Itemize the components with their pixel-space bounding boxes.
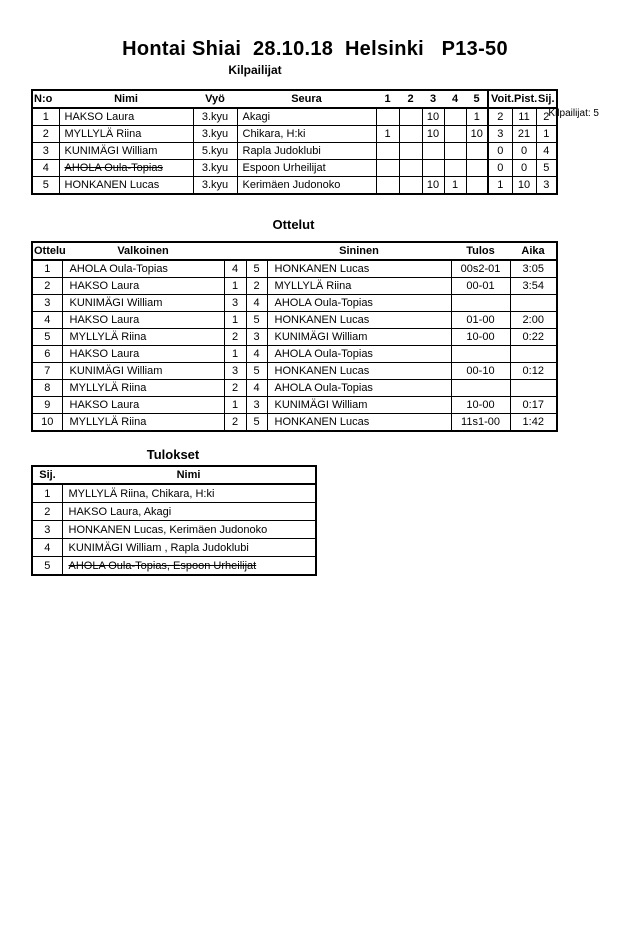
cell: 2:00 — [510, 312, 557, 329]
cell: 1 — [536, 126, 557, 143]
cell: 1:42 — [510, 414, 557, 432]
cell: KUNIMÄGI William — [62, 363, 224, 380]
cell: MYLLYLÄ Riina — [62, 380, 224, 397]
table-row — [32, 484, 316, 503]
cell: 4 — [224, 260, 246, 278]
kilpailijat-header-row — [32, 90, 557, 108]
cell: KUNIMÄGI William — [62, 295, 224, 312]
cell: 2 — [224, 414, 246, 432]
cell: 11s1-00 — [451, 414, 510, 432]
column-header: Valkoinen — [62, 242, 224, 260]
cell: 0 — [488, 143, 512, 160]
cell: 1 — [32, 484, 62, 503]
cell: Kerimäen Judonoko — [237, 177, 376, 195]
column-header: Aika — [510, 242, 557, 260]
cell: Akagi — [237, 108, 376, 126]
cell: 3 — [536, 177, 557, 195]
table-row — [32, 363, 557, 380]
cell: 0 — [512, 143, 536, 160]
table-row — [32, 108, 557, 126]
cell: 3 — [488, 126, 512, 143]
column-header — [224, 242, 246, 260]
cell: 9 — [32, 397, 62, 414]
table-row — [32, 143, 557, 160]
cell: 21 — [512, 126, 536, 143]
cell — [451, 295, 510, 312]
cell — [399, 177, 422, 195]
cell: 1 — [466, 108, 488, 126]
cell — [422, 160, 444, 177]
cell: 3 — [32, 143, 59, 160]
cell: 1 — [444, 177, 466, 195]
ottelut-section-heading: Ottelut — [272, 217, 315, 232]
cell: KUNIMÄGI William — [267, 397, 451, 414]
table-row — [32, 539, 316, 557]
column-header: 3 — [422, 90, 444, 108]
column-header: 5 — [466, 90, 488, 108]
table-row — [32, 329, 557, 346]
table-row — [32, 312, 557, 329]
cell: 00-01 — [451, 278, 510, 295]
cell: 11 — [512, 108, 536, 126]
table-row — [32, 557, 316, 576]
table-row — [32, 346, 557, 363]
cell: 1 — [488, 177, 512, 195]
cell: 4 — [536, 143, 557, 160]
cell — [399, 126, 422, 143]
cell: 4 — [32, 312, 62, 329]
column-header: Sij. — [536, 90, 557, 108]
cell: AHOLA Oula-Topias — [62, 260, 224, 278]
cell: KUNIMÄGI William — [267, 329, 451, 346]
cell: 5 — [32, 329, 62, 346]
cell: 1 — [376, 126, 399, 143]
cell: 2 — [32, 503, 62, 521]
ottelut-table — [31, 241, 558, 432]
column-header: 2 — [399, 90, 422, 108]
cell: Rapla Judoklubi — [237, 143, 376, 160]
cell: 1 — [32, 108, 59, 126]
cell: 0 — [488, 160, 512, 177]
column-header: Voit. — [488, 90, 512, 108]
cell: 2 — [32, 278, 62, 295]
table-row — [32, 414, 557, 432]
cell — [466, 143, 488, 160]
cell: KUNIMÄGI William , Rapla Judoklubi — [62, 539, 316, 557]
cell: 1 — [224, 278, 246, 295]
cell: 6 — [32, 346, 62, 363]
ottelut-header-row — [32, 242, 557, 260]
column-header: Ottelu — [32, 242, 62, 260]
table-row — [32, 397, 557, 414]
cell: 10 — [422, 126, 444, 143]
cell: 0:22 — [510, 329, 557, 346]
cell: HAKSO Laura — [59, 108, 193, 126]
cell: 4 — [32, 160, 59, 177]
cell: 5 — [246, 312, 267, 329]
column-header: Vyö — [193, 90, 237, 108]
cell: 00s2-01 — [451, 260, 510, 278]
competitor-count-label: Kilpailijat: 5 — [548, 108, 599, 119]
cell: AHOLA Oula-Topias — [267, 380, 451, 397]
column-header: Seura — [237, 90, 376, 108]
cell: MYLLYLÄ Riina — [62, 329, 224, 346]
cell: 3 — [224, 363, 246, 380]
cell: 0:17 — [510, 397, 557, 414]
cell: 1 — [224, 397, 246, 414]
cell: HONKANEN Lucas — [59, 177, 193, 195]
cell: 4 — [246, 346, 267, 363]
tulokset-section-heading: Tulokset — [146, 447, 200, 462]
cell: MYLLYLÄ Riina — [62, 414, 224, 432]
cell — [399, 160, 422, 177]
cell: 2 — [536, 108, 557, 126]
cell: HAKSO Laura — [62, 346, 224, 363]
cell: 3 — [224, 295, 246, 312]
cell: 3.kyu — [193, 177, 237, 195]
column-header: Sij. — [32, 466, 62, 484]
cell: 10 — [422, 177, 444, 195]
cell: 3.kyu — [193, 108, 237, 126]
cell: 7 — [32, 363, 62, 380]
cell: 3.kyu — [193, 160, 237, 177]
cell — [376, 177, 399, 195]
cell: AHOLA Oula-Topias, Espoon Urheilijat — [62, 557, 316, 576]
column-header: 4 — [444, 90, 466, 108]
cell: 0:12 — [510, 363, 557, 380]
tulokset-header-row — [32, 466, 316, 484]
column-header — [246, 242, 267, 260]
cell: 01-00 — [451, 312, 510, 329]
cell: 5 — [246, 414, 267, 432]
cell: 10 — [32, 414, 62, 432]
table-row — [32, 295, 557, 312]
cell: 10 — [422, 108, 444, 126]
tulokset-table — [31, 465, 317, 576]
table-row — [32, 380, 557, 397]
cell: MYLLYLÄ Riina — [267, 278, 451, 295]
cell: 10-00 — [451, 329, 510, 346]
table-row — [32, 521, 316, 539]
cell: 5 — [536, 160, 557, 177]
cell — [510, 346, 557, 363]
cell — [444, 143, 466, 160]
cell — [376, 160, 399, 177]
cell: 10 — [512, 177, 536, 195]
column-header: Nimi — [59, 90, 193, 108]
cell: 3.kyu — [193, 126, 237, 143]
cell: AHOLA Oula-Topias — [59, 160, 193, 177]
cell: Espoon Urheilijat — [237, 160, 376, 177]
cell — [451, 380, 510, 397]
cell: KUNIMÄGI William — [59, 143, 193, 160]
cell: 2 — [224, 329, 246, 346]
column-header: Nimi — [62, 466, 316, 484]
cell: 2 — [488, 108, 512, 126]
page-title: Hontai Shiai 28.10.18 Helsinki P13-50 — [122, 38, 508, 60]
cell — [422, 143, 444, 160]
cell: 3:05 — [510, 260, 557, 278]
cell: 3 — [32, 521, 62, 539]
cell — [399, 143, 422, 160]
cell: HONKANEN Lucas — [267, 312, 451, 329]
cell: 1 — [32, 260, 62, 278]
cell: 0 — [512, 160, 536, 177]
cell — [399, 108, 422, 126]
cell: 2 — [246, 278, 267, 295]
cell — [444, 160, 466, 177]
kilpailijat-table — [31, 89, 558, 195]
cell: HAKSO Laura — [62, 278, 224, 295]
cell — [376, 143, 399, 160]
cell: 5.kyu — [193, 143, 237, 160]
cell: HONKANEN Lucas, Kerimäen Judonoko — [62, 521, 316, 539]
cell: 3 — [246, 329, 267, 346]
cell: 5 — [246, 260, 267, 278]
cell: Chikara, H:ki — [237, 126, 376, 143]
cell: AHOLA Oula-Topias — [267, 295, 451, 312]
cell: HAKSO Laura, Akagi — [62, 503, 316, 521]
column-header: Sininen — [267, 242, 451, 260]
cell — [510, 295, 557, 312]
cell: 00-10 — [451, 363, 510, 380]
cell: 5 — [32, 557, 62, 576]
column-header: Tulos — [451, 242, 510, 260]
cell: HONKANEN Lucas — [267, 260, 451, 278]
cell — [444, 108, 466, 126]
cell: HAKSO Laura — [62, 397, 224, 414]
cell — [510, 380, 557, 397]
column-header: N:o — [32, 90, 59, 108]
cell: 8 — [32, 380, 62, 397]
cell: 10 — [466, 126, 488, 143]
cell — [466, 177, 488, 195]
cell — [444, 126, 466, 143]
cell: 3:54 — [510, 278, 557, 295]
table-row — [32, 160, 557, 177]
cell: AHOLA Oula-Topias — [267, 346, 451, 363]
column-header: 1 — [376, 90, 399, 108]
cell: 2 — [32, 126, 59, 143]
cell: 10-00 — [451, 397, 510, 414]
cell: 3 — [246, 397, 267, 414]
cell: 5 — [246, 363, 267, 380]
cell — [466, 160, 488, 177]
table-row — [32, 260, 557, 278]
cell: MYLLYLÄ Riina, Chikara, H:ki — [62, 484, 316, 503]
cell: MYLLYLÄ Riina — [59, 126, 193, 143]
cell: 4 — [246, 380, 267, 397]
cell: HAKSO Laura — [62, 312, 224, 329]
cell: 4 — [246, 295, 267, 312]
kilpailijat-section-heading: Kilpailijat — [228, 63, 282, 77]
cell: 1 — [224, 312, 246, 329]
cell: 5 — [32, 177, 59, 195]
table-row — [32, 503, 316, 521]
table-row — [32, 177, 557, 195]
table-row — [32, 126, 557, 143]
cell: HONKANEN Lucas — [267, 414, 451, 432]
cell: 3 — [32, 295, 62, 312]
cell: 1 — [224, 346, 246, 363]
table-row — [32, 278, 557, 295]
cell — [376, 108, 399, 126]
cell: HONKANEN Lucas — [267, 363, 451, 380]
cell: 4 — [32, 539, 62, 557]
column-header: Pist. — [512, 90, 536, 108]
cell — [451, 346, 510, 363]
cell: 2 — [224, 380, 246, 397]
